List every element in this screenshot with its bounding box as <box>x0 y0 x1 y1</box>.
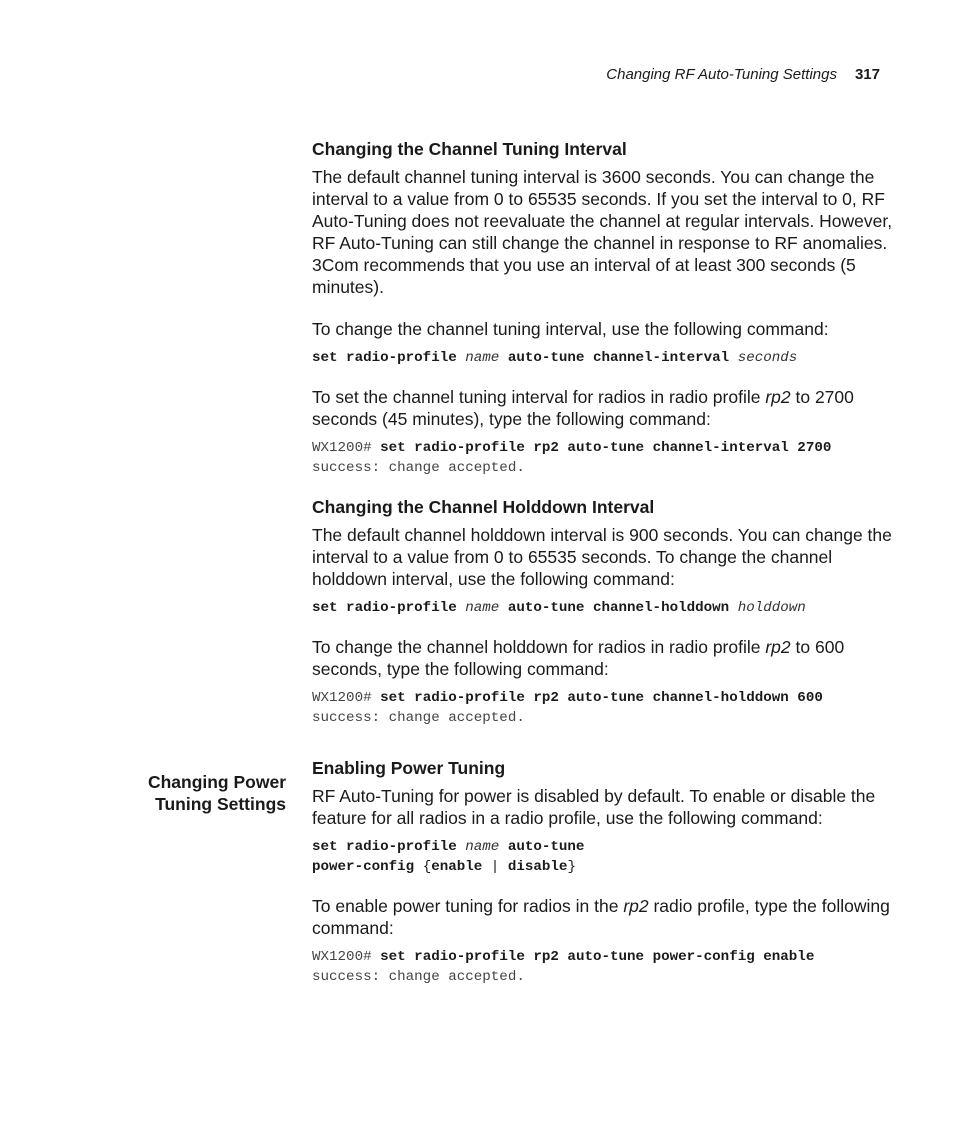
section-heading: Enabling Power Tuning <box>312 758 506 778</box>
syntax-variable: holddown <box>737 600 806 616</box>
syntax-brace: } <box>567 859 576 875</box>
paragraph: To change the channel tuning interval, use the following command: <box>312 319 829 339</box>
syntax-keyword: set radio-profile <box>312 839 466 855</box>
syntax-separator: | <box>482 859 508 875</box>
sidebar-heading-line1: Changing Power <box>147 772 286 792</box>
syntax-variable: name <box>465 839 500 855</box>
paragraph <box>312 386 902 430</box>
italic-term: rp2 <box>623 896 649 916</box>
syntax-keyword: auto-tune channel-interval <box>499 350 738 366</box>
paragraph <box>312 636 902 680</box>
text: to 2700 seconds (45 minutes), type the following command: <box>312 387 854 429</box>
syntax-keyword: auto-tune <box>499 839 585 855</box>
command-syntax-continued <box>312 857 902 877</box>
syntax-keyword: set radio-profile <box>312 600 466 616</box>
paragraph: The default channel tuning interval is 3600 seconds. You can change the interval to a value from 0 to 65535 seconds. If you set the interval to 0, RF Auto-Tuning does not reevaluate the channel at regular intervals. However, RF Auto-Tuning can still change the channel in response to RF anomalies. 3Com recommends that you use an interval of at least 300 seconds (5 minutes). <box>312 167 893 297</box>
main-content <box>312 138 902 987</box>
running-header <box>606 66 880 83</box>
syntax-option: disable <box>507 859 568 875</box>
cli-command: set radio-profile rp2 auto-tune channel-interval 2700 <box>380 440 832 456</box>
command-example <box>312 688 902 708</box>
command-syntax <box>312 348 902 368</box>
syntax-variable: name <box>465 600 500 616</box>
syntax-variable: seconds <box>737 350 798 366</box>
sidebar-heading <box>148 771 286 815</box>
command-output: success: change accepted. <box>312 969 525 985</box>
page-number: 317 <box>854 66 880 83</box>
syntax-option: enable <box>431 859 483 875</box>
cli-command: set radio-profile rp2 auto-tune channel-holddown 600 <box>380 690 823 706</box>
cli-command: set radio-profile rp2 auto-tune power-config enable <box>380 949 815 965</box>
section-heading: Changing the Channel Tuning Interval <box>312 139 627 159</box>
cli-prompt: WX1200# <box>312 949 381 965</box>
command-example <box>312 438 902 458</box>
text: To enable power tuning for radios in the <box>312 896 624 916</box>
text: To change the channel holddown for radios in radio profile <box>312 637 766 657</box>
italic-term: rp2 <box>765 387 791 407</box>
command-syntax <box>312 598 902 618</box>
cli-prompt: WX1200# <box>312 440 381 456</box>
command-syntax <box>312 837 902 857</box>
syntax-keyword: auto-tune channel-holddown <box>499 600 738 616</box>
syntax-keyword: power-config <box>312 859 423 875</box>
text: To set the channel tuning interval for radios in radio profile <box>312 387 766 407</box>
text: radio profile, type the following command: <box>312 896 890 938</box>
syntax-brace: { <box>422 859 432 875</box>
sidebar-heading-line2: Tuning Settings <box>155 794 286 814</box>
paragraph <box>312 895 902 939</box>
running-title: Changing RF Auto-Tuning Settings <box>606 66 837 83</box>
command-example <box>312 947 902 967</box>
cli-prompt: WX1200# <box>312 690 381 706</box>
syntax-keyword: set radio-profile <box>312 350 466 366</box>
italic-term: rp2 <box>765 637 791 657</box>
command-output: success: change accepted. <box>312 710 525 726</box>
paragraph: The default channel holddown interval is 900 seconds. You can change the interval to a value from 0 to 65535 seconds. To change the channel holddown interval, use the following command: <box>312 525 892 589</box>
syntax-variable: name <box>465 350 500 366</box>
text: to 600 seconds, type the following command: <box>312 637 845 679</box>
paragraph: RF Auto-Tuning for power is disabled by default. To enable or disable the feature for all radios in a radio profile, use the following command: <box>312 786 876 828</box>
command-output: success: change accepted. <box>312 460 525 476</box>
section-heading: Changing the Channel Holddown Interval <box>312 497 655 517</box>
